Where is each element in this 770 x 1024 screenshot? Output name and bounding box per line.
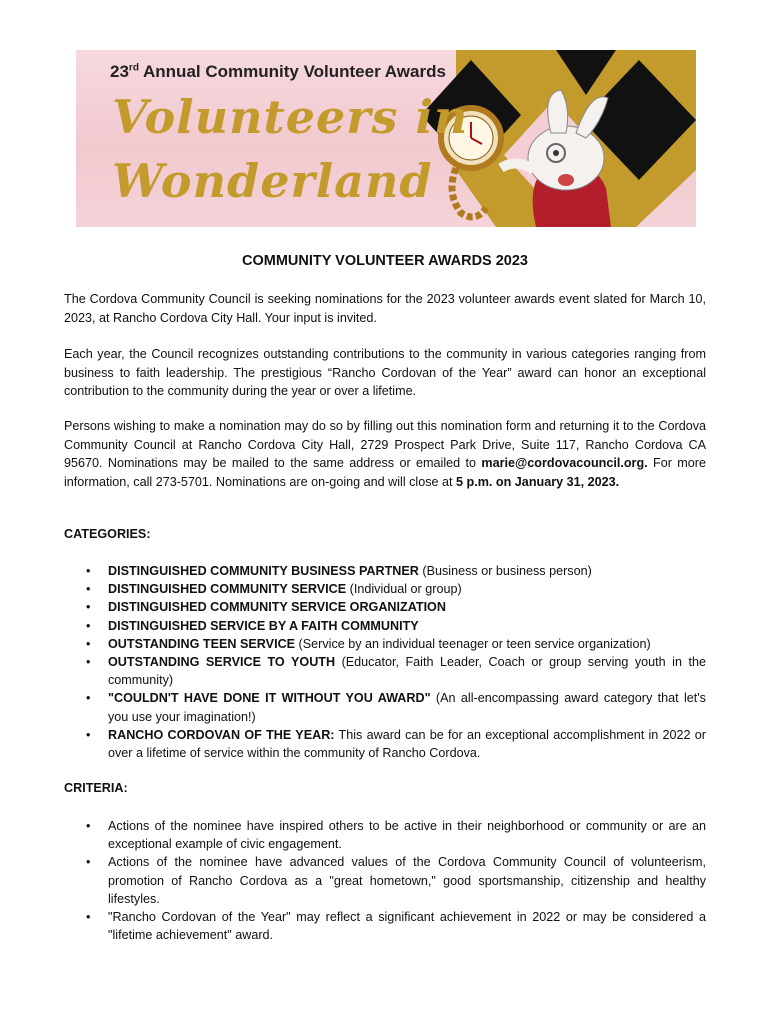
criteria-list bbox=[64, 817, 706, 944]
bullet-icon: • bbox=[86, 582, 91, 597]
list-item: • DISTINGUISHED COMMUNITY SERVICE ORGANIZATION bbox=[64, 598, 706, 616]
event-banner bbox=[76, 50, 696, 227]
list-item: • DISTINGUISHED SERVICE BY A FAITH COMMUNITY bbox=[64, 617, 706, 635]
categories-list bbox=[64, 562, 706, 762]
bullet-icon: • bbox=[86, 655, 91, 670]
bullet-icon: • bbox=[86, 564, 91, 578]
bullet-icon: • bbox=[86, 600, 91, 615]
page-title: COMMUNITY VOLUNTEER AWARDS 2023 bbox=[241, 253, 528, 269]
bullet-icon: • bbox=[86, 910, 91, 925]
list-item: • "COULDN'T HAVE DONE IT WITHOUT YOU AWARD" (An all-encompassing award category that let's you use your imagination!) bbox=[86, 691, 706, 724]
intro-paragraph-3: Persons wishing to make a nomination may do so by filling out this nomination form and returning it to the Cordova Community Council at Rancho Cordova City Hall, 2729 Prospect Park Drive, Suite 117, Rancho Cordova CA 95670. Nominations may be mailed to the same address or emailed to marie@cordovacouncil.org. For more information, call 273-5701. Nominations are on-going and will close at 5 p.m. on January 31, 2023. bbox=[64, 419, 706, 489]
list-item: • DISTINGUISHED COMMUNITY BUSINESS PARTNER (Business or business person) bbox=[64, 562, 706, 580]
list-item: • Actions of the nominee have advanced values of the Cordova Community Council of volunteerism, promotion of Rancho Cordova as a "great hometown," good sportsmanship, citizenship and healthy lifestyles. bbox=[86, 855, 706, 906]
intro-paragraph-2: Each year, the Council recognizes outstanding contributions to the community in various categories ranging from business to faith leadership. The prestigious “Rancho Cordovan of the Year” award can honor an exceptional contribution to the community during the year or over a lifetime. bbox=[64, 347, 706, 398]
list-item: • RANCHO CORDOVAN OF THE YEAR: This award can be for an exceptional accomplishment in 2022 or over a lifetime of service within the community of Rancho Cordova. bbox=[86, 727, 707, 761]
list-item: • DISTINGUISHED COMMUNITY SERVICE (Individual or group) bbox=[64, 580, 706, 598]
bullet-icon: • bbox=[86, 855, 91, 870]
bullet-icon: • bbox=[86, 819, 91, 833]
list-item: • "Rancho Cordovan of the Year" may reflect a significant achievement in 2022 or may be considered a "lifetime achievement" award. bbox=[86, 910, 706, 943]
bullet-icon: • bbox=[86, 691, 91, 706]
deadline: 5 p.m. on January 31, 2023. bbox=[456, 474, 620, 489]
banner-title: 23rd Annual Community Volunteer Awards bbox=[110, 62, 446, 81]
contact-email[interactable]: marie@cordovacouncil.org. bbox=[481, 456, 648, 470]
list-item: • Actions of the nominee have inspired others to be active in their neighborhood or community or are an exceptional example of civic engagement. bbox=[86, 819, 706, 852]
banner-script-line-2: Wonderland bbox=[112, 154, 433, 208]
rabbit-figure bbox=[501, 90, 611, 227]
list-item: • OUTSTANDING SERVICE TO YOUTH (Educator, Faith Leader, Coach or group serving youth in the community) bbox=[86, 655, 706, 688]
categories-label: CATEGORIES: bbox=[64, 527, 151, 541]
list-item: • OUTSTANDING TEEN SERVICE (Service by an individual teenager or teen service organization) bbox=[64, 635, 706, 653]
intro-paragraph-1: The Cordova Community Council is seeking nominations for the 2023 volunteer awards event slated for March 10, 2023, at Rancho Cordova City Hall. Your input is invited. bbox=[64, 292, 706, 325]
banner-script-line-1: Volunteers in bbox=[112, 90, 469, 144]
criteria-label: CRITERIA: bbox=[64, 781, 128, 795]
bullet-icon: • bbox=[86, 618, 91, 633]
bullet-icon: • bbox=[86, 727, 91, 742]
bullet-icon: • bbox=[86, 636, 91, 651]
